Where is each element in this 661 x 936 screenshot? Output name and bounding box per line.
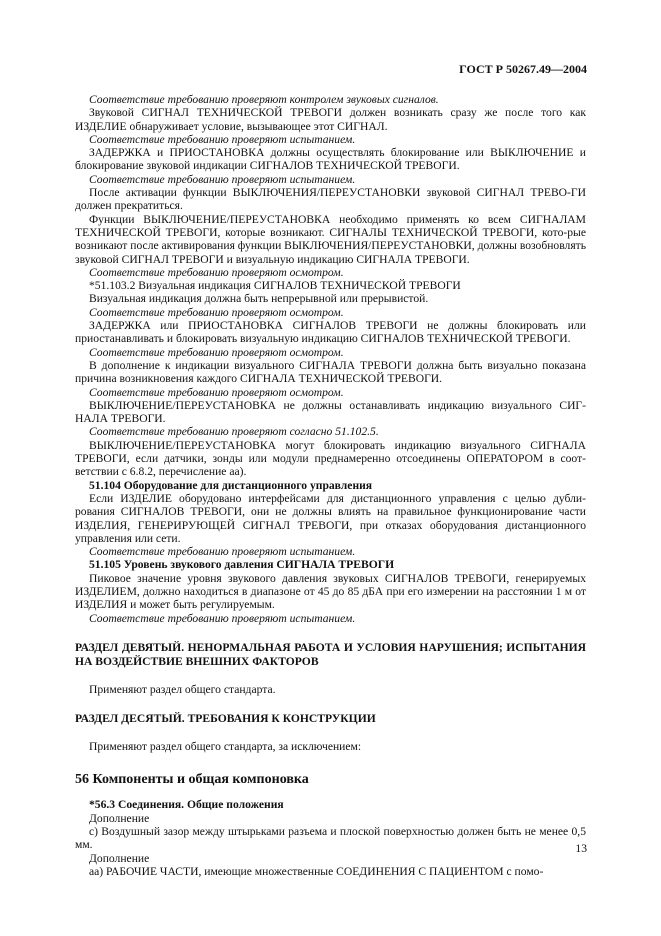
paragraph: ЗАДЕРЖКА и ПРИОСТАНОВКА должны осуществлять блокирование или ВЫКЛЮЧЕНИЕ и блокирование звуковой индикации СИГНАЛОВ ТЕХНИЧЕСКОЙ ТРЕВОГИ.: [75, 146, 586, 173]
paragraph: Применяют раздел общего стандарта.: [89, 682, 276, 696]
paragraph: Дополнение: [89, 811, 150, 825]
clause-heading: *56.3 Соединения. Общие положения: [89, 798, 284, 812]
document-body: [75, 93, 586, 878]
compliance-note: Соответствие требованию проверяют осмотром.: [89, 265, 344, 279]
compliance-note: Соответствие требованию проверяют согласно 51.102.5.: [89, 425, 379, 439]
compliance-note: Соответствие требованию проверяют осмотром.: [89, 345, 344, 359]
paragraph: После активации функции ВЫКЛЮЧЕНИЯ/ПЕРЕУСТАНОВКИ звуковой СИГНАЛ ТРЕВО-ГИ должен прекратиться.: [75, 186, 586, 213]
section-heading: РАЗДЕЛ ДЕВЯТЫЙ. НЕНОРМАЛЬНАЯ РАБОТА И УСЛОВИЯ НАРУШЕНИЯ; ИСПЫТАНИЯ НА ВОЗДЕЙСТВИЕ ВНЕШНИХ ФАКТОРОВ: [75, 640, 586, 668]
chapter-heading: 56 Компоненты и общая компоновка: [75, 772, 309, 788]
paragraph: Пиковое значение уровня звукового давления звуковых СИГНАЛОВ ТРЕВОГИ, генерируемых ИЗДЕЛИЕМ, должно находиться в диапазоне от 45 до 85 дБА при его измерении на расстоянии 1 м от ИЗДЕЛИЯ и может быть регулируемым.: [75, 571, 586, 612]
compliance-note: Соответствие требованию проверяют испытанием.: [89, 611, 356, 625]
paragraph: аа) РАБОЧИЕ ЧАСТИ, имеющие множественные СОЕДИНЕНИЯ С ПАЦИЕНТОМ с помо-: [89, 864, 544, 878]
paragraph: с) Воздушный зазор между штырьками разъема и плоской поверхностью должен быть не менее 0,5 мм.: [75, 825, 586, 852]
paragraph: Если ИЗДЕЛИЕ оборудовано интерфейсами для дистанционного управления с целью дубли-рования СИГНАЛОВ ТРЕВОГИ, они не должны влиять на правильное функционирование части ИЗДЕЛИЯ, ГЕНЕРИРУЮЩЕЙ СИГНАЛ ТРЕВОГИ, при отказах оборудования дистанционного управления или сети.: [75, 491, 586, 545]
paragraph: Дополнение: [89, 851, 150, 865]
paragraph: В дополнение к индикации визуального СИГНАЛА ТРЕВОГИ должна быть визуально показана причина возникновения каждого СИГНАЛА ТЕХНИЧЕСКОЙ ТРЕВОГИ.: [75, 358, 586, 386]
paragraph: Применяют раздел общего стандарта, за исключением:: [89, 740, 362, 754]
paragraph: Функции ВЫКЛЮЧЕНИЕ/ПЕРЕУСТАНОВКА необходимо применять ко всем СИГНАЛАМ ТЕХНИЧЕСКОЙ ТРЕВОГИ, которые возникают. СИГНАЛЫ ТЕХНИЧЕСКОЙ ТРЕВОГИ, кото-рые возникают после активирования функции ВЫКЛЮЧЕНИЯ/ПЕРЕУСТАНОВКИ, должны возобновлять звуковой СИГНАЛ ТРЕВОГИ и визуальную индикацию СИГНАЛА ТРЕВОГИ.: [75, 212, 587, 266]
paragraph: ВЫКЛЮЧЕНИЕ/ПЕРЕУСТАНОВКА не должны останавливать индикацию визуального СИГ-НАЛА ТРЕВОГИ.: [75, 398, 586, 426]
compliance-note: Соответствие требованию проверяют испытанием.: [89, 132, 356, 146]
paragraph: Звуковой СИГНАЛ ТЕХНИЧЕСКОЙ ТРЕВОГИ должен возникать сразу же после того как ИЗДЕЛИЕ обнаруживает условие, вызывающее этот СИГНАЛ.: [75, 106, 586, 133]
clause-heading: 51.104 Оборудование для дистанционного управления: [89, 478, 373, 492]
compliance-note: Соответствие требованию проверяют контролем звуковых сигналов.: [89, 93, 439, 106]
section-heading: РАЗДЕЛ ДЕСЯТЫЙ. ТРЕБОВАНИЯ К КОНСТРУКЦИИ: [75, 712, 376, 726]
clause-heading: 51.105 Уровень звукового давления СИГНАЛА ТРЕВОГИ: [89, 558, 395, 572]
compliance-note: Соответствие требованию проверяют испытанием.: [89, 172, 356, 186]
paragraph: ЗАДЕРЖКА или ПРИОСТАНОВКА СИГНАЛОВ ТРЕВОГИ не должны блокировать или приостанавливать и блокировать визуальную индикацию СИГНАЛОВ ТЕХНИЧЕСКОЙ ТРЕВОГИ.: [75, 319, 586, 346]
paragraph: ВЫКЛЮЧЕНИЕ/ПЕРЕУСТАНОВКА могут блокировать индикацию визуального СИГНАЛА ТРЕВОГИ, если датчики, зонды или модули преднамеренно отсоединены ОПЕРАТОРОМ в соот-ветствии с 6.8.2, перечисление аа).: [75, 438, 586, 479]
paragraph: *51.103.2 Визуальная индикация СИГНАЛОВ ТЕХНИЧЕСКОЙ ТРЕВОГИ: [89, 279, 461, 293]
paragraph: Визуальная индикация должна быть непрерывной или прерывистой.: [89, 292, 429, 306]
compliance-note: Соответствие требованию проверяют испытанием.: [89, 545, 356, 559]
compliance-note: Соответствие требованию проверяют осмотром.: [89, 385, 344, 399]
standard-header: ГОСТ Р 50267.49—2004: [459, 62, 587, 76]
page-number: 13: [575, 842, 587, 855]
compliance-note: Соответствие требованию проверяют осмотром.: [89, 305, 344, 319]
